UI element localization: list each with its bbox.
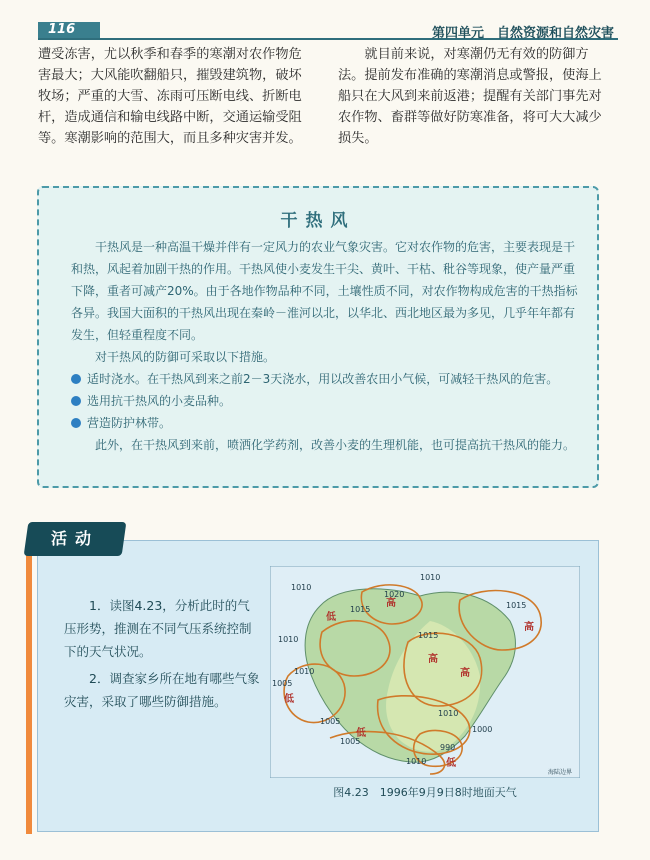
map-caption: 图4.23 1996年9月9日8时地面天气 xyxy=(333,786,517,799)
high-pressure-label: 高 xyxy=(460,668,470,679)
right-paragraph: 就目前来说，对寒潮仍无有效的防御方法。提前发布准确的寒潮消息或警报，使海上船只在大风到来前返港；提醒有关部门事先对农作物、畜群等做好防寒准备，将可大大减少损失。 xyxy=(338,47,602,146)
isobar-label: 1005 xyxy=(320,717,341,726)
activity-tab-label: 活动 xyxy=(50,529,99,548)
activity-questions xyxy=(64,594,260,717)
low-pressure-label: 低 xyxy=(284,694,294,705)
dry-hot-wind-box xyxy=(37,186,599,488)
activity-tab xyxy=(24,522,127,556)
low-pressure-label: 低 xyxy=(446,758,456,769)
dry-hot-wind-body xyxy=(71,236,579,456)
isobar-label: 1010 xyxy=(294,667,315,676)
activity-item-1: 1．读图4.23，分析此时的气压形势，推测在不同气压系统控制下的天气状况。 xyxy=(64,598,252,659)
bullet-dot-icon xyxy=(71,418,81,428)
isobar-label: 1015 xyxy=(418,631,439,640)
high-pressure-label: 高 xyxy=(524,622,534,633)
bullet-dot-icon xyxy=(71,396,81,406)
isobar-label: 1010 xyxy=(438,709,459,718)
left-paragraph: 遭受冻害，尤以秋季和春季的寒潮对农作物危害最大；大风能吹翻船只，摧毁建筑物，破坏牧场；严重的大雪、冻雨可压断电线、折断电杆，造成通信和输电线路中断，交通运输受阻等。寒潮影响的范围大，而且多种灾害并发。 xyxy=(38,47,302,146)
isobar-label: 1015 xyxy=(350,605,371,614)
activity-item-2: 2．调查家乡所在地有哪些气象灾害，采取了哪些防御措施。 xyxy=(64,671,260,709)
low-pressure-label: 低 xyxy=(356,728,366,739)
isobar-label: 1020 xyxy=(384,590,405,599)
high-pressure-label: 高 xyxy=(428,654,438,665)
bullet-text: 选用抗干热风的小麦品种。 xyxy=(87,394,232,408)
low-pressure-label: 低 xyxy=(326,612,336,623)
dry-hot-wind-paragraph-1: 干热风是一种高温干燥并伴有一定风力的农业气象灾害。它对农作物的危害，主要表现是干和热，风起着加剧干热的作用。干热风使小麦发生干尖、黄叶、干枯、秕谷等现象，使产量严重下降，重者可减产20%。由于各地作物品种不同，土壤性质不同，对农作物构成危害的干热指标各异。我国大面积的干热风出现在秦岭－淮河以北，以华北、西北地区最为多见，几乎年年都有发生，但轻重程度不同。 xyxy=(71,240,578,342)
page-number: 116 xyxy=(38,22,100,38)
dry-hot-wind-paragraph-2: 对干热风的防御可采取以下措施。 xyxy=(95,350,276,364)
unit-title: 第四单元 自然资源和自然灾害 xyxy=(431,26,614,41)
isobar-label: 1005 xyxy=(272,679,293,688)
isobar-label: 1010 xyxy=(278,635,299,644)
dry-hot-wind-title: 干热风 xyxy=(280,211,356,231)
bullet-item xyxy=(71,412,579,434)
bullet-dot-icon xyxy=(71,374,81,384)
dry-hot-wind-paragraph-3: 此外，在干热风到来前，喷洒化学药剂，改善小麦的生理机能，也可提高抗干热风的能力。 xyxy=(95,438,576,452)
isobar-label: 1010 xyxy=(406,757,427,766)
isobar-label: 1015 xyxy=(506,601,527,610)
isobar-label: 1005 xyxy=(340,737,361,746)
bullet-text: 营造防护林带。 xyxy=(87,416,172,430)
legend-label: 海陆边界 xyxy=(548,769,573,776)
high-pressure-label: 高 xyxy=(386,598,396,609)
bullet-text: 适时浇水。在干热风到来之前2－3天浇水，用以改善农田小气候，可减轻干热风的危害。 xyxy=(87,372,559,386)
weather-map xyxy=(270,566,580,778)
page-header xyxy=(0,0,650,44)
activity-accent-bar xyxy=(26,548,32,834)
isobar-label: 1010 xyxy=(291,583,312,592)
bullet-item xyxy=(71,390,579,412)
isobar-label: 1010 xyxy=(420,573,441,582)
bullet-item xyxy=(71,368,579,390)
isobar-label: 990 xyxy=(440,743,456,752)
isobar-label: 1000 xyxy=(472,725,493,734)
